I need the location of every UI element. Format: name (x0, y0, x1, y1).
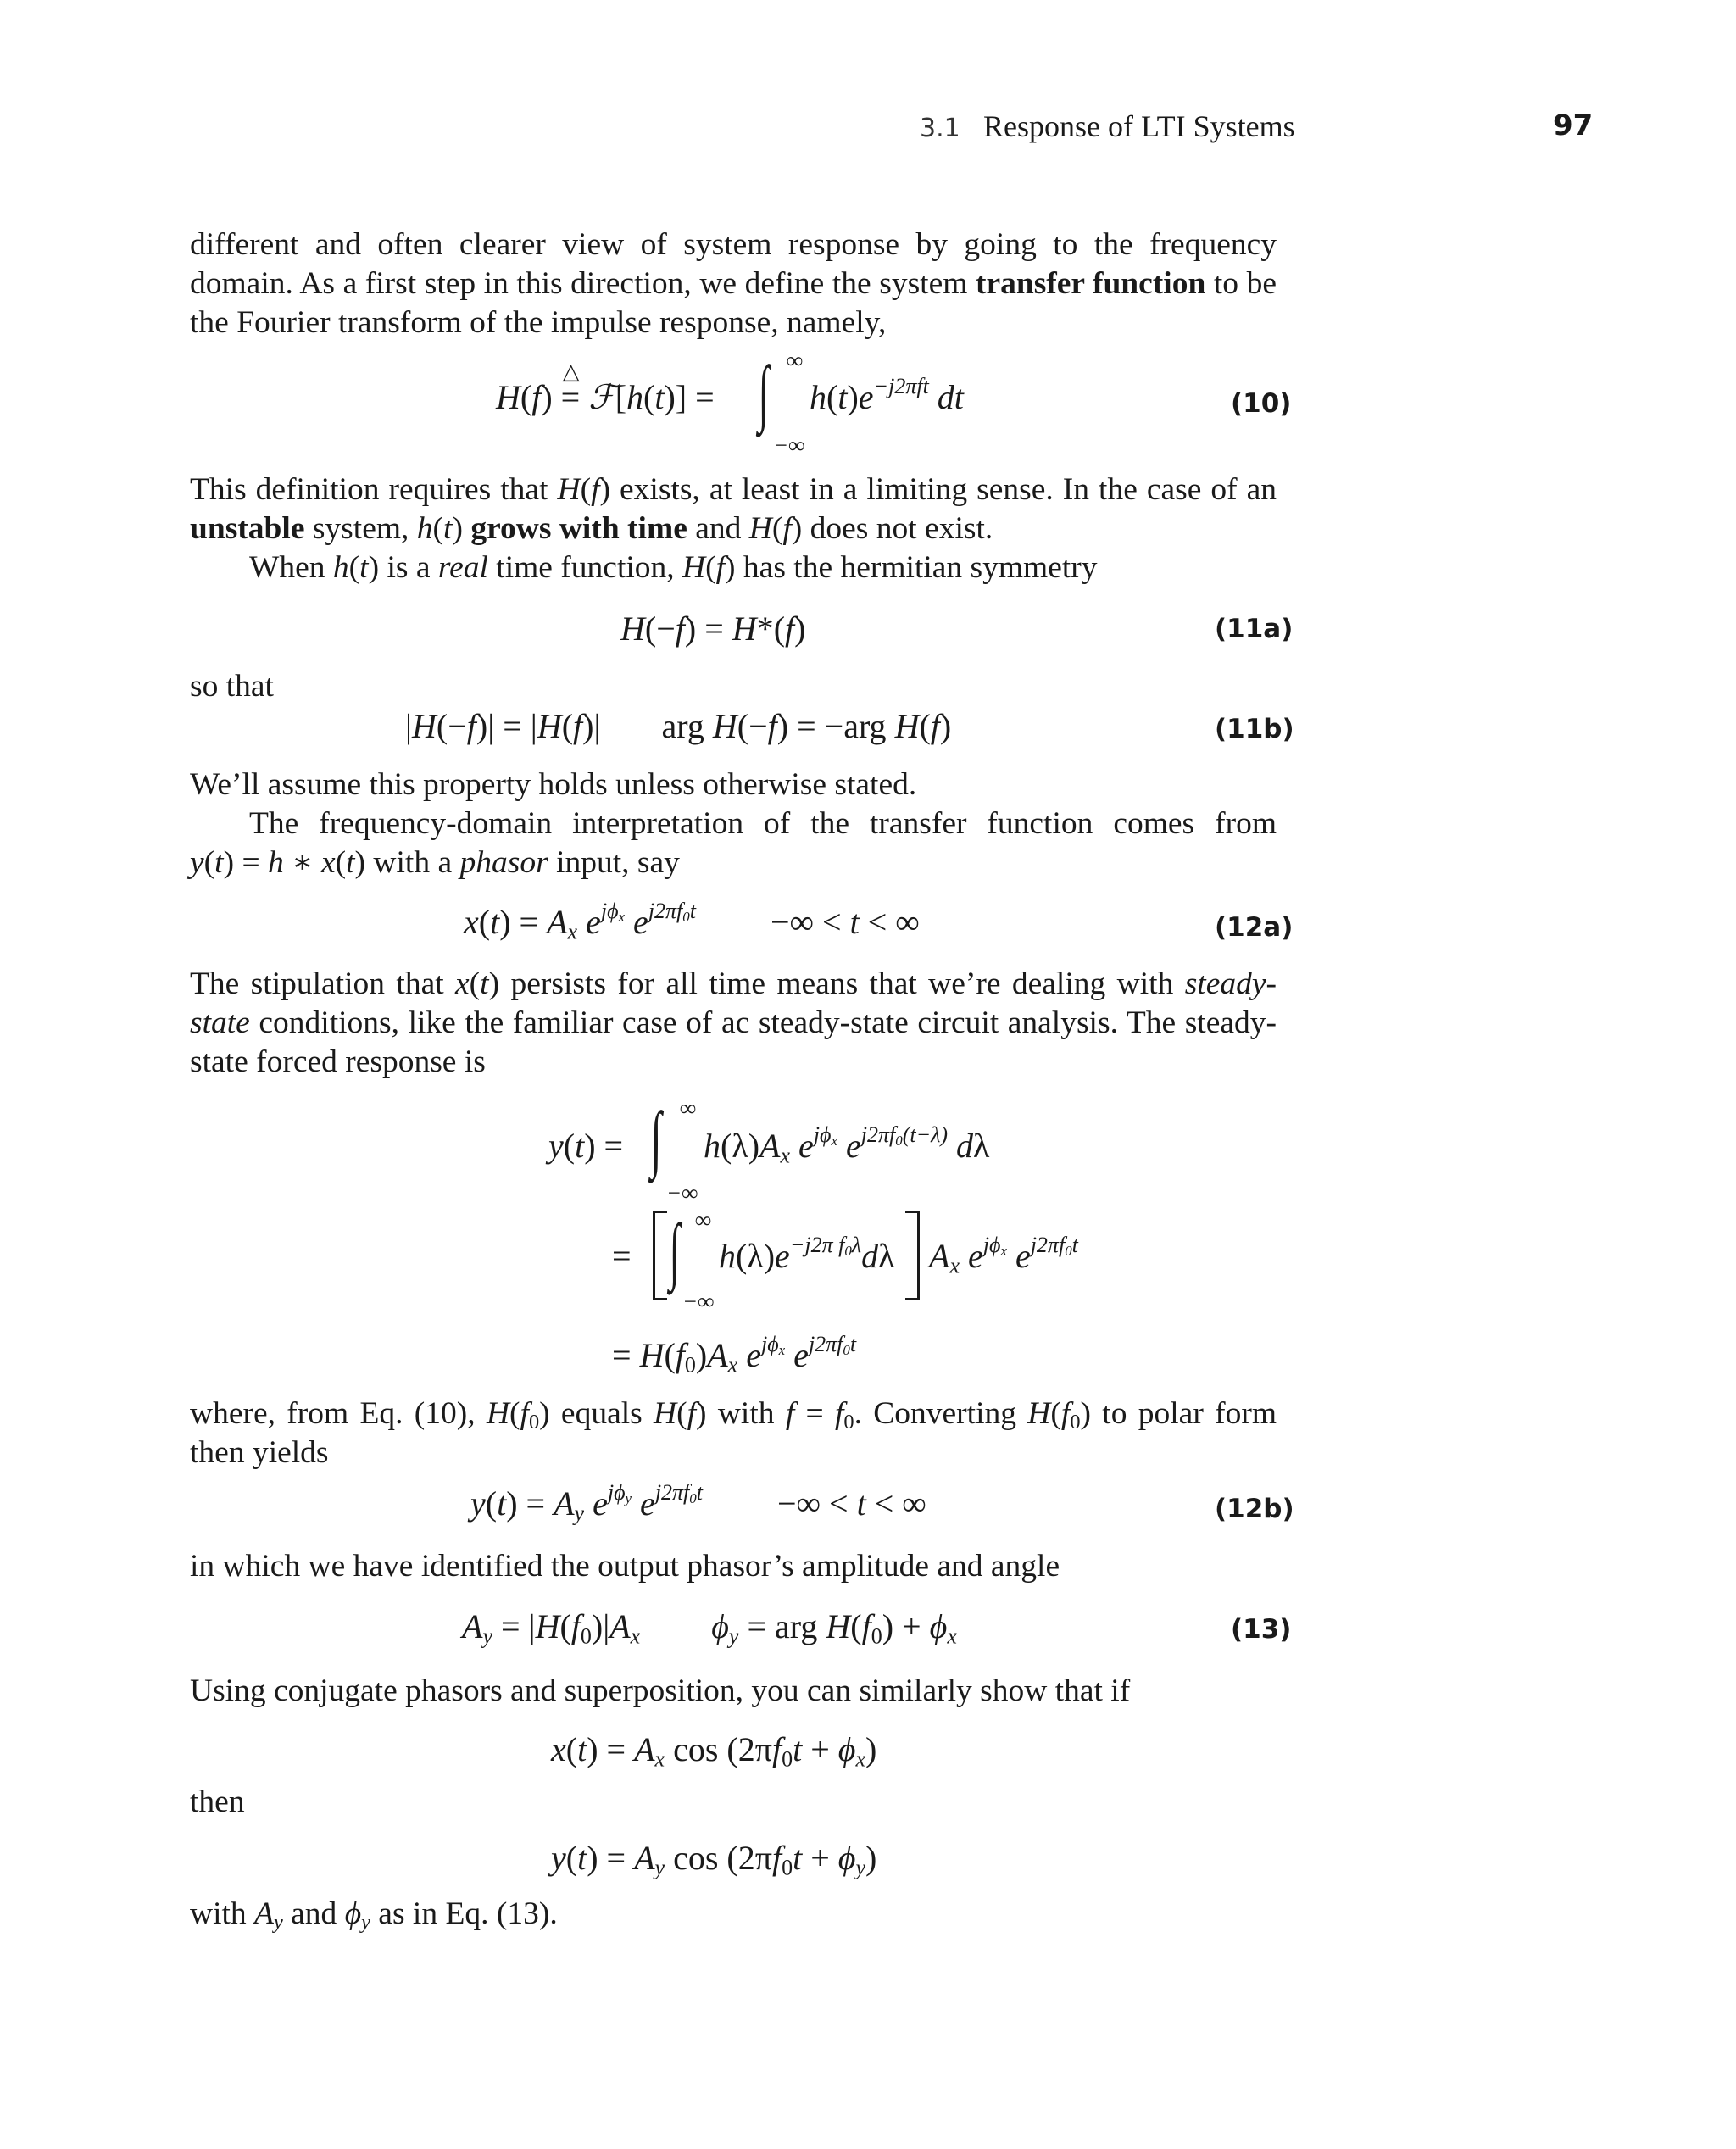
left-bracket (653, 1211, 667, 1300)
paragraph-frequency-domain-cont: y(t) = h ∗ x(t) with a phasor input, say (190, 845, 680, 880)
paragraph-conjugate: Using conjugate phasors and superposition, you can similarly show that if (190, 1673, 1131, 1708)
equals-sign: = (612, 1237, 632, 1275)
paragraph-with: with $A_y$ and $\phi_y$ as in Eq. (13). (190, 1896, 558, 1935)
inner-integrand: $h(\lambda)e^{-j2\pi f_0\lambda}d\lambda$ (719, 1232, 895, 1275)
text: The stipulation that (190, 966, 456, 1001)
text: to be the Fourier transform of the impulse response, namely, (190, 266, 1277, 340)
equation-10: H(f) △ = ℱ[h(t)] = (496, 359, 723, 417)
italic-term: phasor (459, 845, 548, 880)
integral-sign: ∫ (758, 352, 770, 434)
bold-term: grows with time (470, 511, 687, 546)
section-number: 3.1 (920, 114, 960, 143)
integrand: $h(\lambda)A_x$ $e^{j\phi_x}$ $e^{j2\pi f_0(t-\lambda)}$ dλ (704, 1122, 990, 1168)
equation-number: (12b) (1215, 1494, 1294, 1524)
italic-term: real (437, 550, 488, 585)
text: is a (379, 550, 438, 585)
text: where, from Eq. (10), (190, 1396, 487, 1431)
text: to polar form then yields (190, 1396, 1277, 1470)
text: and (687, 511, 749, 546)
paragraph-hermitian: When h(t) is a real time function, H(f) has the hermitian symmetry (249, 550, 1098, 585)
paragraph-identified: in which we have identified the output phasor’s amplitude and angle (190, 1549, 1060, 1584)
text: as in Eq. (13). (370, 1896, 558, 1931)
connector-text: so that (190, 669, 274, 704)
text: system, (304, 511, 417, 546)
bold-term: transfer function (975, 266, 1206, 301)
equation-yt-line1: y(t) = (548, 1127, 624, 1165)
equation-13: $A_y = |H(f_0)|A_x$ $\phi_y$ = arg $H(f_0) + \phi_x$ (462, 1607, 957, 1649)
paragraph-intro (190, 225, 1277, 342)
lower-limit: −∞ (666, 1180, 698, 1205)
text: with (706, 1396, 786, 1431)
italic-term: steady-state (190, 966, 1277, 1040)
text: input, say (548, 845, 680, 880)
text: with (190, 1896, 255, 1931)
equation-yt-line3: = $H(f_0)A_x$ $e^{j\phi_x}$ $e^{j2\pi f_0t}$ (612, 1331, 857, 1378)
paragraph-steady-state: The stipulation that x(t) persists for all time means that we’re dealing with steady-state conditions, like the familiar case of ac steady-state circuit analysis. The steady-state forced response is (190, 966, 1277, 1079)
text: does not exist. (802, 511, 993, 546)
connector-text: then (190, 1784, 245, 1819)
upper-limit: ∞ (787, 348, 804, 373)
paragraph-frequency-domain: The frequency-domain interpretation of the transfer function comes from (249, 806, 1277, 841)
right-bracket (905, 1211, 920, 1300)
equation-12a: $x(t) = A_x$ $e^{j\phi_x}$ $e^{j2\pi f_0t}$ −∞ < t < ∞ (464, 898, 920, 944)
equation-number: (13) (1231, 1614, 1292, 1645)
phasor-factor: $A_x$ $e^{j\phi_x}$ $e^{j2\pi f_0t}$ (929, 1232, 1078, 1278)
running-header-title: Response of LTI Systems (983, 109, 1295, 143)
integral-sign: ∫ (669, 1210, 681, 1292)
text: When (249, 550, 333, 585)
lower-limit: −∞ (682, 1289, 715, 1314)
equation-xt-cos: $x(t) = A_x$ $\cos (2\pi f_0t + \phi_x)$ (551, 1730, 877, 1772)
equation-11b: |H(−f)| = |H(f)| arg H(−f) = −arg H(f) (405, 707, 952, 745)
paragraph-where: where, from Eq. (10), $H(f_0)$ equals H(f) with $f = f_0$. Converting $H(f_0)$ to polar form then yields (190, 1396, 1277, 1470)
text: equals (549, 1396, 654, 1431)
integrand: $h(t)e^{-j2\pi ft}$ dt (810, 373, 964, 416)
equation-number: (12a) (1215, 912, 1294, 943)
equation-12b: $y(t) = A_y$ $e^{j\phi_y}$ $e^{j2\pi f_0t}$ −∞ < t < ∞ (470, 1479, 926, 1526)
text: This definition requires that (190, 472, 558, 507)
text: time function, (487, 550, 683, 585)
equation-number: (10) (1231, 388, 1292, 419)
bold-term: unstable (190, 511, 305, 546)
text: conditions, like the familiar case of ac steady-state circuit analysis. The steady-state forced response is (190, 1005, 1277, 1079)
text: with a (365, 845, 460, 880)
equation-yt-cos: $y(t) = A_y$ $\cos (2\pi f_0t + \phi_y)$ (551, 1839, 877, 1880)
paragraph-assume: We’ll assume this property holds unless otherwise stated. (190, 767, 917, 802)
text: persists for all time means that we’re dealing with (499, 966, 1185, 1001)
text: different and often clearer view of system response by going to the frequency domain. As a first step in this direction, we define the system (190, 227, 1277, 301)
text: has the hermitian symmetry (735, 550, 1098, 585)
integral-sign: ∫ (650, 1098, 662, 1180)
equation-number: (11b) (1215, 714, 1294, 744)
equation-11a: H(−f) = H*(f) (620, 610, 806, 648)
upper-limit: ∞ (695, 1207, 712, 1233)
text: and (282, 1896, 345, 1931)
page-number: 97 (1553, 109, 1594, 142)
text: exists, at least in a limiting sense. In the case of an (610, 472, 1277, 507)
text: . Converting (854, 1396, 1028, 1431)
lower-limit: −∞ (773, 432, 805, 458)
paragraph-definition: This definition requires that H(f) exists, at least in a limiting sense. In the case of an unstable system, h(t) grows with time and H(f) does not exist. (190, 472, 1277, 546)
equation-number: (11a) (1215, 614, 1294, 644)
upper-limit: ∞ (680, 1095, 697, 1121)
